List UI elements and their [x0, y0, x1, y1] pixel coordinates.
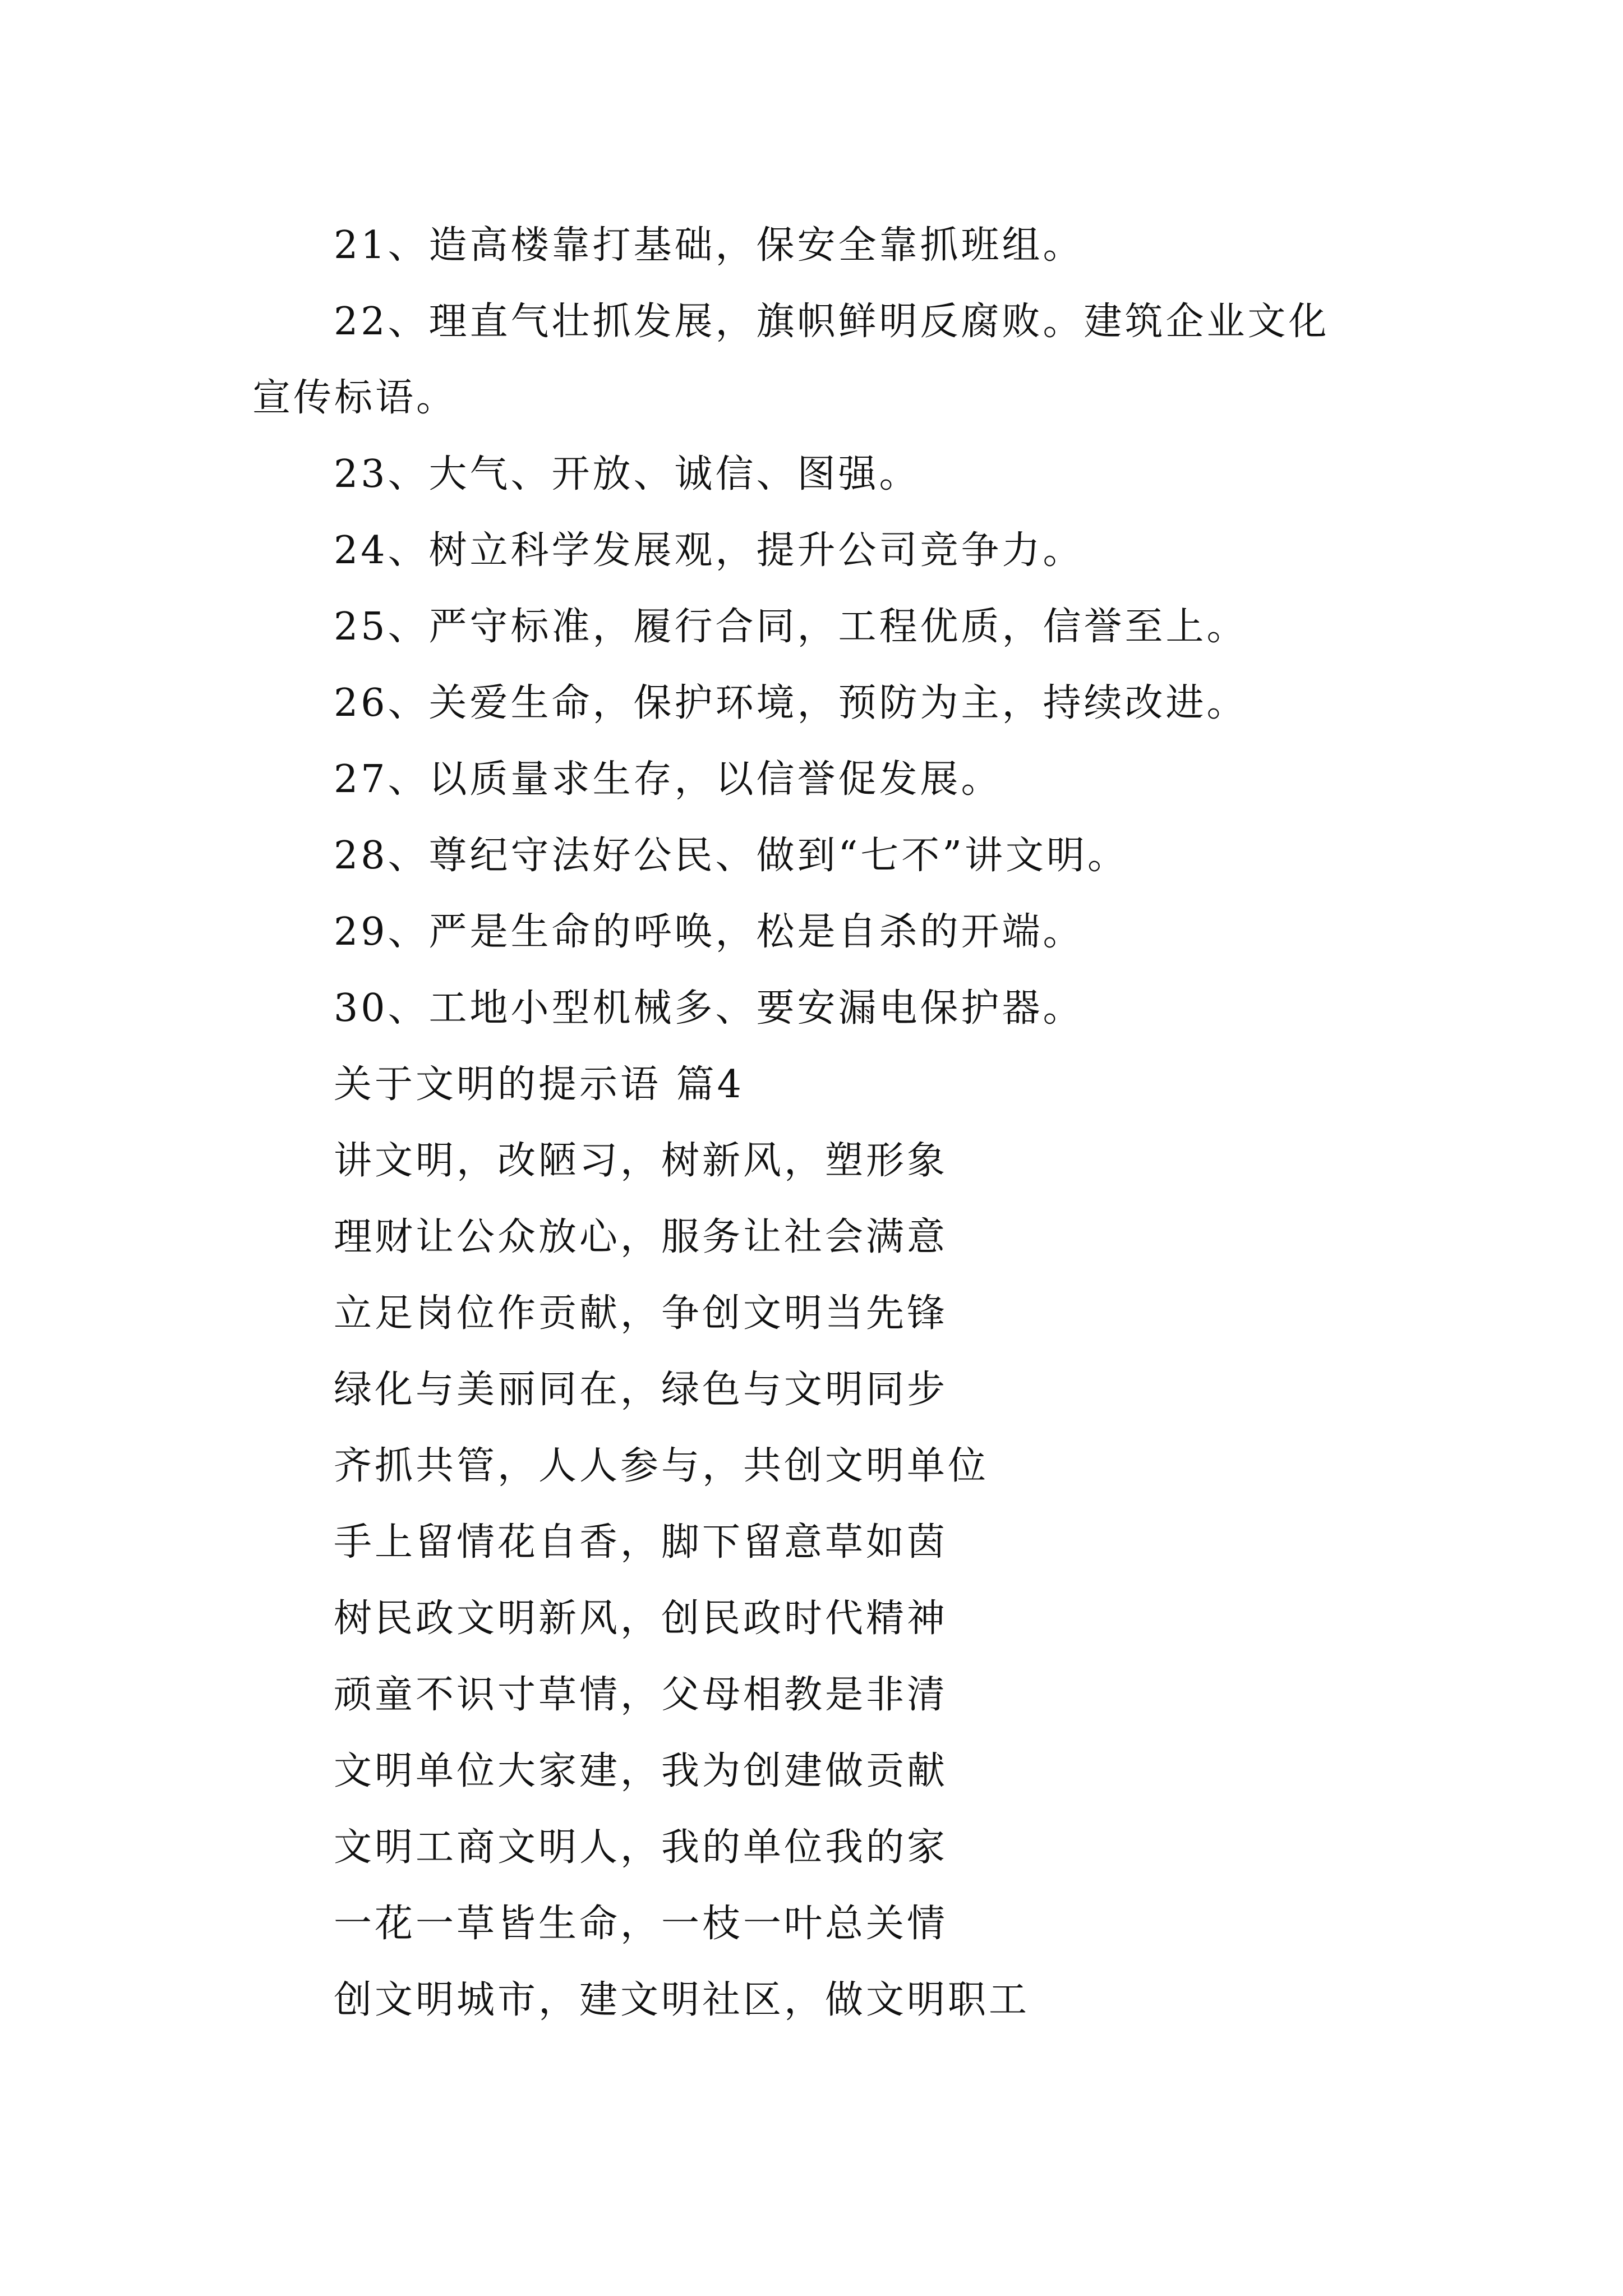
section-heading: 关于文明的提示语 篇4 — [334, 1062, 744, 1107]
slogan-line: 顽童不识寸草情，父母相教是非清 — [334, 1673, 948, 1717]
numbered-item-25: 25、严守标准，履行合同，工程优质，信誉至上。 — [334, 605, 1248, 649]
numbered-item-22: 22、理直气壮抓发展，旗帜鲜明反腐败。建筑企业文化 — [334, 300, 1330, 344]
numbered-item-29: 29、严是生命的呼唤，松是自杀的开端。 — [334, 910, 1084, 954]
slogan-line: 绿化与美丽同在，绿色与文明同步 — [334, 1368, 948, 1412]
numbered-item-30: 30、工地小型机械多、要安漏电保护器。 — [334, 986, 1084, 1030]
numbered-item-24: 24、树立科学发展观，提升公司竞争力。 — [334, 528, 1084, 573]
slogan-line: 树民政文明新风，创民政时代精神 — [334, 1596, 948, 1641]
slogan-line: 一花一草皆生命，一枝一叶总关情 — [334, 1902, 948, 1946]
slogan-line: 创文明城市，建文明社区，做文明职工 — [334, 1978, 1030, 2022]
slogan-line: 文明单位大家建，我为创建做贡献 — [334, 1749, 948, 1793]
slogan-line: 文明工商文明人，我的单位我的家 — [334, 1825, 948, 1870]
numbered-item-26: 26、关爱生命，保护环境，预防为主，持续改进。 — [334, 681, 1248, 725]
slogan-line: 讲文明，改陋习，树新风，塑形象 — [334, 1139, 948, 1183]
slogan-line: 齐抓共管，人人参与，共创文明单位 — [334, 1444, 989, 1488]
numbered-item-22-continuation: 宣传标语。 — [252, 376, 458, 420]
slogan-line: 立足岗位作贡献，争创文明当先锋 — [334, 1291, 948, 1336]
slogan-line: 理财让公众放心，服务让社会满意 — [334, 1215, 948, 1259]
numbered-item-27: 27、以质量求生存，以信誉促发展。 — [334, 757, 1002, 802]
slogan-line: 手上留情花自香，脚下留意草如茵 — [334, 1520, 948, 1565]
numbered-item-23: 23、大气、开放、诚信、图强。 — [334, 452, 920, 496]
numbered-item-28: 28、尊纪守法好公民、做到“七不”讲文明。 — [334, 834, 1129, 878]
numbered-item-21: 21、造高楼靠打基础，保安全靠抓班组。 — [334, 223, 1084, 268]
